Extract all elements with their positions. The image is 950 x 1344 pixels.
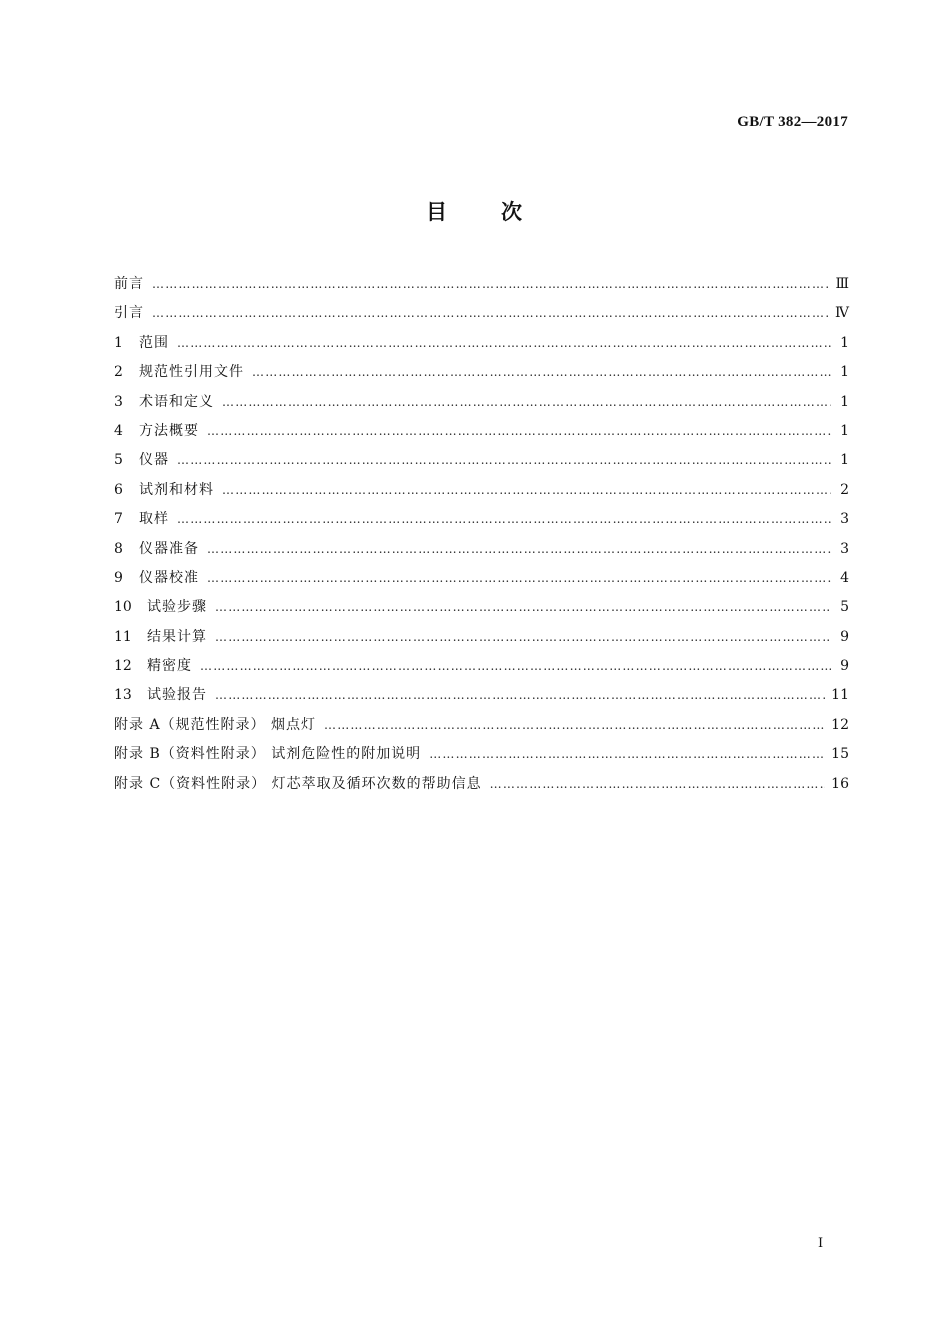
- toc-entry-page: 1: [840, 452, 849, 469]
- toc-leader-dots: [490, 770, 826, 799]
- toc-entry-label: [114, 329, 169, 358]
- toc-entry[interactable]: [114, 652, 849, 681]
- toc-entry[interactable]: [114, 270, 849, 299]
- toc-entry-page: 1: [840, 422, 849, 439]
- toc-entry-page: 9: [840, 658, 849, 675]
- toc-entry-label: [114, 358, 244, 387]
- toc-entry-page: Ⅲ: [835, 276, 849, 292]
- toc-leader-dots: [222, 388, 831, 417]
- toc-entry-title: 引言: [114, 305, 144, 322]
- toc-entry-title: 前言: [114, 276, 144, 292]
- toc-entry-number: 3: [114, 393, 123, 410]
- toc-entry-number: 11: [114, 628, 132, 645]
- toc-leader-dots: [222, 476, 831, 505]
- toc-entry-page: 16: [831, 775, 849, 792]
- toc-entry-title: 范围: [139, 334, 169, 351]
- toc-entry[interactable]: [114, 505, 849, 534]
- toc-entry-title: 取样: [139, 511, 169, 528]
- toc-entry-title: 仪器: [139, 452, 169, 469]
- toc-entry-number: 12: [114, 658, 132, 675]
- toc-entry-title: 附录 B（资料性附录） 试剂危险性的附加说明: [114, 746, 422, 763]
- toc-leader-dots: [324, 711, 825, 740]
- toc-entry-page: 5: [840, 599, 849, 616]
- toc-entry-number: 9: [114, 569, 123, 586]
- toc-entry-title: 试验报告: [147, 687, 207, 704]
- toc-entry-label: [114, 711, 316, 740]
- toc-entry[interactable]: [114, 740, 849, 769]
- toc-entry-label: [114, 417, 199, 446]
- toc-leader-dots: [215, 681, 825, 710]
- toc-entry-label: [114, 388, 214, 417]
- toc-title-part1: 目: [426, 200, 449, 224]
- toc-entry[interactable]: [114, 535, 849, 564]
- toc-entry-page: 3: [840, 540, 849, 557]
- toc-entry-label: [114, 681, 207, 710]
- toc-entry-label: [114, 652, 192, 681]
- standard-code: GB/T 382—2017: [737, 114, 848, 130]
- table-of-contents: [114, 270, 849, 799]
- toc-leader-dots: [200, 652, 831, 681]
- toc-entry-label: [114, 299, 144, 328]
- toc-entry-label: [114, 446, 169, 475]
- toc-entry-title: 仪器准备: [139, 540, 199, 557]
- toc-entry[interactable]: [114, 388, 849, 417]
- toc-entry-page: 1: [840, 364, 849, 381]
- toc-entry-number: 5: [114, 452, 123, 469]
- toc-entry-label: [114, 476, 214, 505]
- toc-entry-title: 结果计算: [147, 628, 207, 645]
- toc-title: [0, 196, 950, 226]
- toc-entry-page: 2: [840, 481, 849, 498]
- toc-entry[interactable]: [114, 358, 849, 387]
- toc-entry-page: 9: [840, 628, 849, 645]
- toc-entry-title: 附录 A（规范性附录） 烟点灯: [114, 716, 317, 733]
- toc-leader-dots: [215, 623, 831, 652]
- toc-leader-dots: [177, 505, 831, 534]
- toc-leader-dots: [177, 446, 831, 475]
- toc-entry[interactable]: [114, 770, 849, 799]
- toc-leader-dots: [215, 593, 831, 622]
- toc-entry-title: 方法概要: [139, 422, 199, 439]
- toc-entry-title: 附录 C（资料性附录） 灯芯萃取及循环次数的帮助信息: [114, 775, 482, 792]
- toc-leader-dots: [152, 270, 829, 299]
- toc-entry-title: 仪器校准: [139, 569, 199, 586]
- toc-entry-number: 6: [114, 481, 123, 498]
- toc-entry-label: [114, 593, 207, 622]
- toc-entry-title: 试验步骤: [147, 599, 207, 616]
- toc-leader-dots: [207, 564, 831, 593]
- toc-entry[interactable]: [114, 564, 849, 593]
- toc-entry-number: 4: [114, 422, 123, 439]
- toc-entry-number: 1: [114, 334, 123, 351]
- toc-title-part2: 次: [501, 200, 524, 224]
- toc-entry-page: 4: [840, 569, 849, 586]
- toc-entry-label: [114, 623, 207, 652]
- toc-leader-dots: [207, 535, 831, 564]
- toc-entry[interactable]: [114, 446, 849, 475]
- toc-entry-page: 12: [831, 716, 849, 733]
- toc-entry[interactable]: [114, 476, 849, 505]
- toc-entry[interactable]: [114, 711, 849, 740]
- toc-entry-label: [114, 535, 199, 564]
- toc-entry[interactable]: [114, 299, 849, 328]
- toc-entry-page: 11: [831, 687, 849, 704]
- toc-entry[interactable]: [114, 623, 849, 652]
- toc-entry-number: 2: [114, 364, 123, 381]
- toc-leader-dots: [252, 358, 831, 387]
- toc-entry-label: [114, 564, 199, 593]
- toc-entry-title: 精密度: [147, 658, 192, 675]
- toc-leader-dots: [207, 417, 831, 446]
- toc-entry-number: 7: [114, 511, 123, 528]
- toc-entry-label: [114, 505, 169, 534]
- toc-entry-label: [114, 740, 421, 769]
- toc-entry-page: 1: [840, 334, 849, 351]
- toc-entry-title: 术语和定义: [139, 393, 214, 410]
- toc-entry-page: 3: [840, 511, 849, 528]
- toc-entry-number: 10: [114, 599, 132, 616]
- toc-entry[interactable]: [114, 417, 849, 446]
- toc-entry-page: 1: [840, 393, 849, 410]
- toc-entry-title: 试剂和材料: [139, 481, 214, 498]
- toc-entry[interactable]: [114, 329, 849, 358]
- toc-entry-label: [114, 270, 144, 299]
- toc-entry-number: 13: [114, 687, 132, 704]
- toc-entry-number: 8: [114, 540, 123, 557]
- page-number: I: [818, 1236, 824, 1251]
- toc-entry-page: Ⅳ: [835, 305, 849, 322]
- toc-entry[interactable]: [114, 593, 849, 622]
- toc-leader-dots: [177, 329, 831, 358]
- toc-leader-dots: [429, 740, 825, 769]
- toc-entry-title: 规范性引用文件: [139, 364, 244, 381]
- toc-leader-dots: [152, 299, 829, 328]
- toc-entry-label: [114, 770, 482, 799]
- toc-entry-page: 15: [831, 746, 849, 763]
- toc-entry[interactable]: [114, 681, 849, 710]
